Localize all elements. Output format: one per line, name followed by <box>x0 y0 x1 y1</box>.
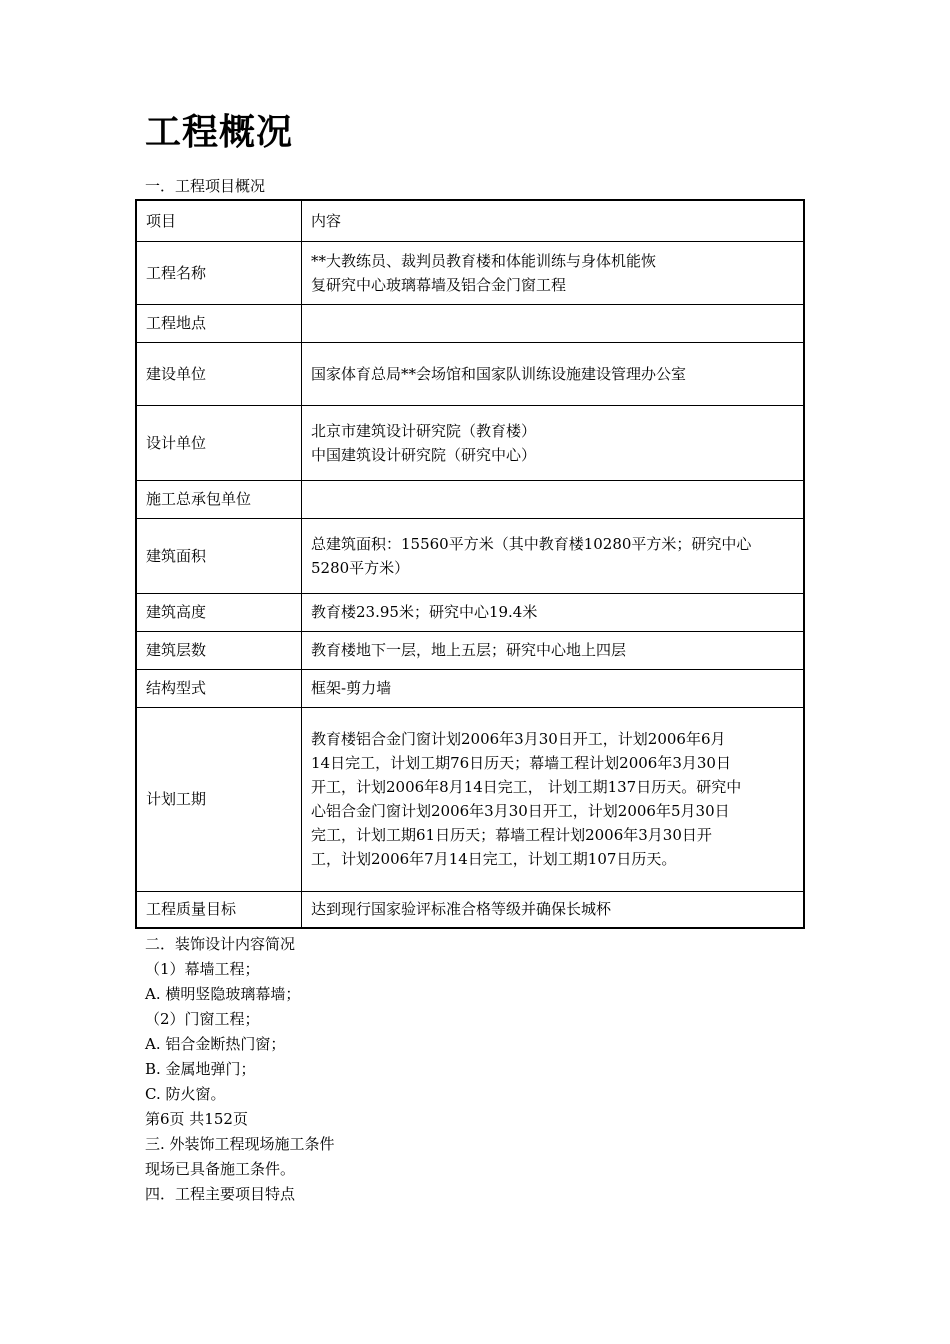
row-label: 计划工期 <box>136 707 302 891</box>
row-value-line: 国家体育总局**会场馆和国家队训练设施建设管理办公室 <box>311 364 687 383</box>
row-label: 建筑面积 <box>136 518 302 593</box>
section3-text: 现场已具备施工条件。 <box>145 1160 296 1178</box>
row-value-line: 心铝合金门窗计划2006年3月30日开工，计划2006年5月30日 <box>311 802 730 820</box>
page-number: 第6页 共152页 <box>145 1110 248 1128</box>
row-value-line: 中国建筑设计研究院（研究中心） <box>311 445 537 464</box>
header-content-cell: 内容 <box>302 200 805 241</box>
header-item-cell: 项目 <box>136 200 302 241</box>
row-value-line: 开工，计划2006年8月14日完工， 计划工期137日历天。研究中 <box>311 778 742 796</box>
row-label: 结构型式 <box>136 669 302 707</box>
row-label: 工程名称 <box>136 241 302 304</box>
row-value-line: 框架-剪力墙 <box>311 679 392 697</box>
row-label: 设计单位 <box>136 405 302 480</box>
table-row <box>136 241 804 304</box>
row-label: 施工总承包单位 <box>136 480 302 518</box>
table-row <box>136 891 804 928</box>
curtain-wall-item: （1）幕墙工程； <box>145 960 260 978</box>
row-value-line: 北京市建筑设计研究院（教育楼） <box>311 421 537 440</box>
row-value-line: 达到现行国家验评标准合格等级并确保长城杯 <box>311 900 612 919</box>
row-label: 工程地点 <box>136 304 302 342</box>
row-label: 工程质量目标 <box>136 891 302 928</box>
table-row <box>136 631 804 669</box>
table-row <box>136 342 804 405</box>
table-row <box>136 518 804 593</box>
row-value <box>302 891 805 928</box>
row-value-line: 教育楼23.95米；研究中心19.4米 <box>311 603 538 621</box>
section2-heading: 二．装饰设计内容简况 <box>145 935 296 953</box>
row-value-line: 教育楼地下一层，地上五层；研究中心地上四层 <box>311 641 627 659</box>
table-header-row <box>136 200 804 241</box>
doors-windows-item: （2）门窗工程； <box>145 1010 260 1028</box>
table-row <box>136 304 804 342</box>
row-label: 建设单位 <box>136 342 302 405</box>
row-value <box>302 669 805 707</box>
curtain-wall-type-a: A. 横明竖隐玻璃幕墙； <box>145 985 301 1003</box>
row-value-line: 教育楼铝合金门窗计划2006年3月30日开工，计划2006年6月 <box>311 730 726 748</box>
section4-heading: 四．工程主要项目特点 <box>145 1185 296 1203</box>
row-value <box>302 593 805 631</box>
row-label: 建筑高度 <box>136 593 302 631</box>
table-row <box>136 593 804 631</box>
row-value <box>302 342 805 405</box>
row-value-line: 复研究中心玻璃幕墙及铝合金门窗工程 <box>311 275 567 294</box>
row-value <box>302 518 805 593</box>
row-value-line: 总建筑面积：15560平方米（其中教育楼10280平方米；研究中心 <box>311 534 752 553</box>
row-value-line: 5280平方米） <box>311 558 410 577</box>
row-value <box>302 241 805 304</box>
row-value <box>302 631 805 669</box>
row-value-line: **大教练员、裁判员教育楼和体能训练与身体机能恢 <box>311 251 657 270</box>
row-value-line: 完工，计划工期61日历天；幕墙工程计划2006年3月30日开 <box>311 826 712 844</box>
doors-windows-type-a: A. 铝合金断热门窗； <box>145 1035 286 1053</box>
doors-windows-type-c: C. 防火窗。 <box>145 1085 226 1103</box>
row-value-empty <box>302 304 805 342</box>
table-row <box>136 480 804 518</box>
row-value-line: 14日完工，计划工期76日历天；幕墙工程计划2006年3月30日 <box>311 754 731 772</box>
row-value <box>302 405 805 480</box>
page-title: 工程概况 <box>145 112 294 153</box>
row-value-line: 工，计划2006年7月14日完工，计划工期107日历天。 <box>311 850 677 868</box>
section1-heading: 一．工程项目概况 <box>145 177 266 195</box>
project-overview-table <box>135 199 805 929</box>
row-value <box>302 707 805 891</box>
table-row <box>136 669 804 707</box>
row-label: 建筑层数 <box>136 631 302 669</box>
row-value-empty <box>302 480 805 518</box>
table-row <box>136 405 804 480</box>
table-row <box>136 707 804 891</box>
section3-heading: 三. 外装饰工程现场施工条件 <box>145 1135 335 1153</box>
doors-windows-type-b: B. 金属地弹门； <box>145 1060 256 1078</box>
